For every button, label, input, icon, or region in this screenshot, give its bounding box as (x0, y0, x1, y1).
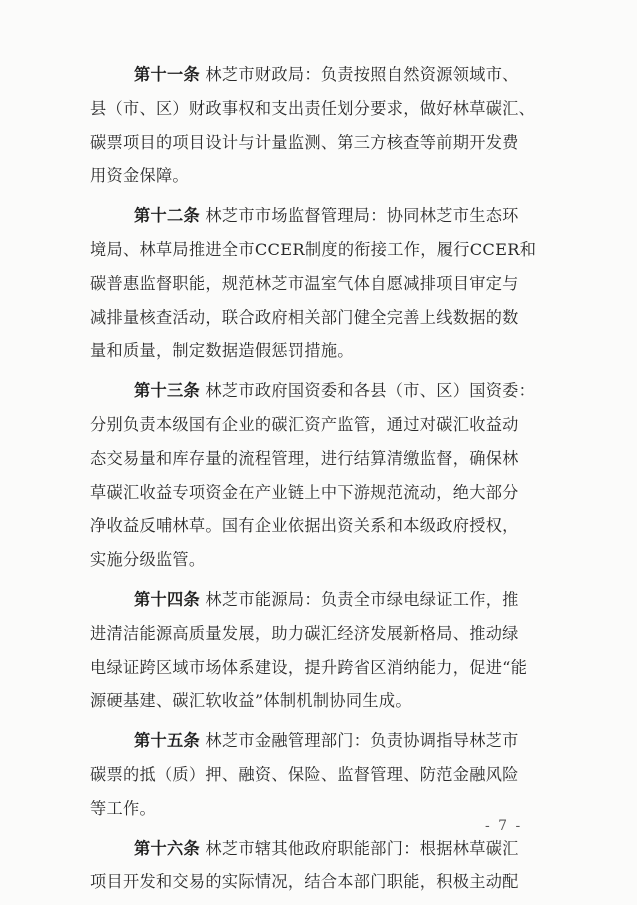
article-text: 县（市、区）财政事权和支出责任划分要求，做好林草碳汇、 (90, 98, 536, 118)
article-text: 境局、林草局推进全市CCER制度的衔接工作，履行CCER和 (90, 239, 537, 259)
article-text: 林芝市市场监督管理局：协同林芝市生态环 (205, 206, 519, 226)
article-text: 进清洁能源高质量发展，助力碳汇经济发展新格局、推动绿 (90, 623, 519, 643)
article-line (90, 583, 560, 617)
article-line (90, 684, 560, 718)
page-number: - 7 - (485, 818, 523, 834)
article-text: 草碳汇收益专项资金在产业链上中下游规范流动，绝大部分 (90, 482, 519, 502)
article-line (90, 617, 560, 651)
article-paragraph (90, 583, 560, 718)
article-text: 碳票项目的项目设计与计量监测、第三方核查等前期开发费 (90, 132, 519, 152)
article-text: 林芝市财政局：负责按照自然资源领域市、 (205, 65, 519, 84)
article-text: 等工作。 (90, 798, 156, 818)
article-line (90, 442, 560, 476)
article-number: 第十六条 (134, 838, 200, 858)
article-text: 用资金保障。 (90, 166, 189, 186)
article-text: 净收益反哺林草。国有企业依据出资关系和本级政府授权， (90, 516, 519, 536)
article-text: 林芝市辖其他政府职能部门：根据林草碳汇 (205, 838, 519, 858)
article-text: 源硬基建、碳汇软收益”体制机制协同生成。 (90, 691, 412, 711)
article-line (90, 126, 560, 160)
article-line (90, 758, 560, 792)
article-text: 电绿证跨区域市场体系建设，提升跨省区消纳能力，促进“能 (90, 657, 528, 677)
article-line (90, 267, 560, 301)
article-line (90, 159, 560, 193)
article-paragraph (90, 724, 560, 825)
article-text: 林芝市政府国资委和各县（市、区）国资委： (205, 381, 536, 401)
article-line (90, 58, 560, 92)
article-text: 碳票的抵（质）押、融资、保险、监督管理、防范金融风险 (90, 764, 519, 784)
article-paragraph (90, 58, 560, 193)
article-line (90, 651, 560, 685)
article-text: 量和质量，制定数据造假惩罚措施。 (90, 341, 354, 361)
article-paragraph (90, 832, 560, 900)
article-line (90, 865, 560, 899)
article-number: 第十三条 (134, 381, 200, 401)
article-line (90, 832, 560, 866)
article-text: 项目开发和交易的实际情况，结合本部门职能，积极主动配 (90, 872, 519, 892)
article-text: 减排量核查活动，联合政府相关部门健全完善上线数据的数 (90, 307, 519, 327)
article-line (90, 334, 560, 368)
article-line (90, 233, 560, 267)
article-number: 第十二条 (134, 206, 200, 226)
article-line (90, 476, 560, 510)
article-number: 第十四条 (134, 589, 200, 609)
article-text: 林芝市金融管理部门：负责协调指导林芝市 (205, 731, 519, 751)
article-paragraph (90, 374, 560, 577)
article-line (90, 509, 560, 543)
article-line (90, 301, 560, 335)
article-line (90, 408, 560, 442)
article-text: 分别负责本级国有企业的碳汇资产监管，通过对碳汇收益动 (90, 414, 519, 434)
article-paragraph (90, 199, 560, 368)
article-line (90, 92, 560, 126)
article-line (90, 199, 560, 233)
article-line (90, 543, 560, 577)
article-number: 第十五条 (134, 731, 200, 751)
article-line (90, 374, 560, 408)
article-text: 实施分级监管。 (90, 550, 206, 570)
article-line (90, 724, 560, 758)
article-text: 碳普惠监督职能，规范林芝市温室气体自愿减排项目审定与 (90, 273, 519, 293)
article-text: 态交易量和库存量的流程管理，进行结算清缴监督，确保林 (90, 448, 519, 468)
document-body (90, 58, 560, 905)
article-number: 第十一条 (134, 65, 200, 84)
article-text: 林芝市能源局：负责全市绿电绿证工作，推 (205, 589, 519, 609)
